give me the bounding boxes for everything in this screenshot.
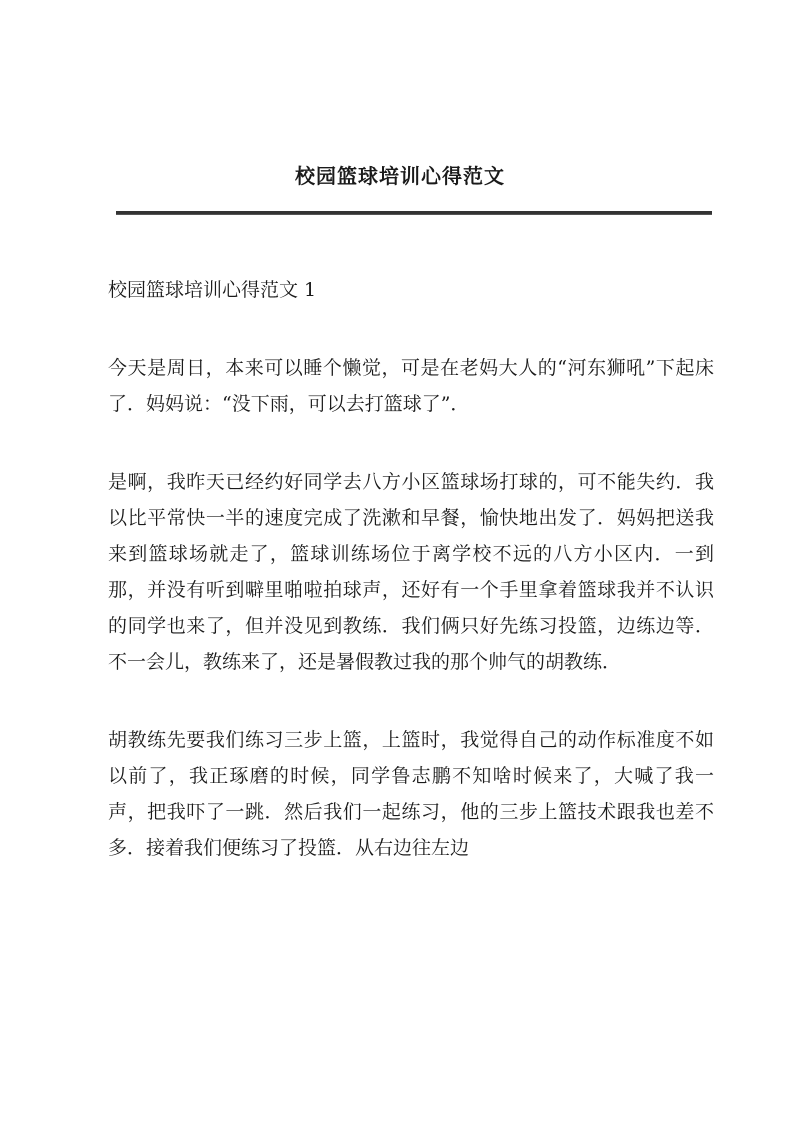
paragraph-3: 胡教练先要我们练习三步上篮，上篮时，我觉得自己的动作标准度不如以前了，我正琢磨的时候，同学鲁志鹏不知啥时候来了，大喊了我一声，把我吓了一跳．然后我们一起练习，他的三步上篮技术跟我也差不多．接着我们便练习了投篮．从右边往左边 <box>108 729 714 859</box>
document-title: 校园篮球培训心得范文 <box>295 164 505 188</box>
paragraph-2: 是啊，我昨天已经约好同学去八方小区篮球场打球的，可不能失约．我以比平常快一半的速度完成了洗漱和早餐，愉快地出发了．妈妈把送我来到篮球场就走了，篮球训练场位于离学校不远的八方小区内．一到那，并没有听到噼里啪啦拍球声，还好有一个手里拿着篮球我并不认识的同学也来了，但并没见到教练．我们俩只好先练习投篮，边练边等．不一会儿，教练来了，还是暑假教过我的那个帅气的胡教练． <box>108 471 714 673</box>
section-subtitle: 校园篮球培训心得范文 1 <box>108 279 317 301</box>
paragraph-1: 今天是周日，本来可以睡个懒觉，可是在老妈大人的“河东狮吼”下起床了．妈妈说：“没下雨，可以去打篮球了”． <box>108 357 714 415</box>
document-body <box>108 272 714 908</box>
title-divider <box>116 211 712 215</box>
